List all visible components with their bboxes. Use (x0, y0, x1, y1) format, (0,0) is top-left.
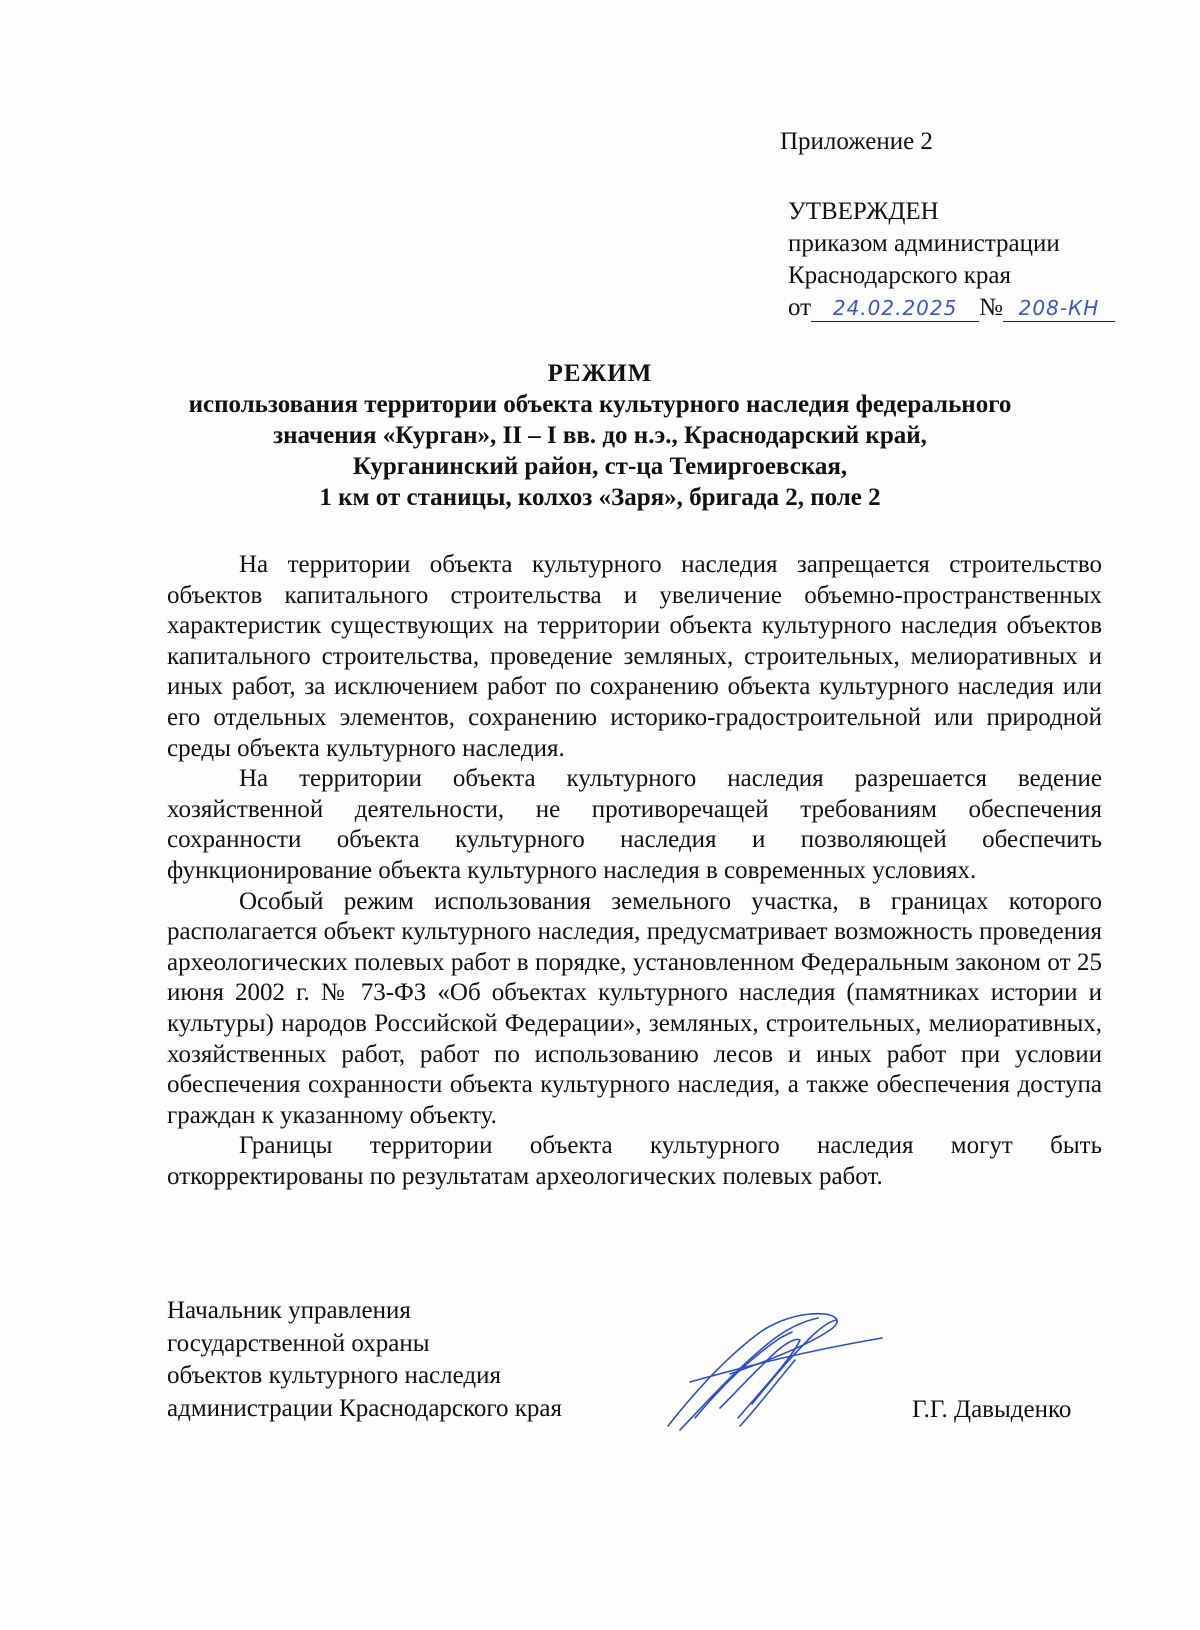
position-line: государственной охраны (167, 1329, 430, 1357)
document-body (167, 550, 1102, 1192)
approval-date-handwritten: 24.02.2025 (832, 296, 958, 320)
title-line: Курганинский район, ст-ца Темиргоевская, (352, 453, 848, 480)
approved-heading: УТВЕРЖДЕН (788, 198, 939, 225)
approval-number-field (1003, 295, 1115, 322)
appendix-label: Приложение 2 (780, 128, 933, 155)
signatory-name: Г.Г. Давыденко (912, 1396, 1072, 1423)
approved-region-line: Краснодарского края (788, 262, 1011, 289)
approval-date-number-line (788, 292, 1115, 324)
approval-number-handwritten: 208-КН (1018, 296, 1100, 320)
body-paragraph: На территории объекта культурного наследия запрещается строительство объектов капитального строительства и увеличение объемно-пространственных характеристик существующих на территории объекта культурного наследия объектов капитального строительства, проведение земляных, строительных, мелиоративных и иных работ, за исключением работ по сохранению объекта культурного наследия или его отдельных элементов, сохранению историко-градостроительной или природной среды объекта культурного наследия. (167, 551, 1102, 762)
document-title (150, 358, 1050, 513)
from-label: от (788, 294, 812, 321)
signatory-position (167, 1295, 562, 1425)
body-paragraph: Границы территории объекта культурного наследия могут быть откорректированы по результатам археологических полевых работ. (167, 1132, 1102, 1190)
position-line: администрации Краснодарского края (167, 1394, 563, 1422)
position-line: Начальник управления (167, 1297, 411, 1324)
title-line: 1 км от станицы, колхоз «Заря», бригада 2, поле 2 (319, 484, 881, 511)
approval-block (788, 196, 1115, 324)
approved-by-line: приказом администрации (788, 230, 1060, 257)
body-paragraph: Особый режим использования земельного участка, в границах которого располагается объект культурного наследия, предусматривает возможность проведения археологических полевых работ в порядке, установленном Федеральным законом от 25 июня 2002 г. № 73-ФЗ «Об объектах культурного наследия (памятниках истории и культуры) народов Российской Федерации», земляных, строительных, мелиоративных, хозяйственных работ, работ по использованию лесов и иных работ при условии обеспечения сохранности объекта культурного наследия, а также обеспечения доступа граждан к указанному объекту. (167, 887, 1102, 1129)
title-line: значения «Курган», II – I вв. до н.э., Краснодарский край, (273, 422, 927, 449)
approval-date-field (811, 295, 979, 322)
body-paragraph: На территории объекта культурного наследия разрешается ведение хозяйственной деятельности, не противоречащей требованиям обеспечения сохранности объекта культурного наследия и позволяющей обеспечить функционирование объекта культурного наследия в современных условиях. (167, 765, 1102, 884)
number-label: № (979, 294, 1003, 321)
handwritten-signature (660, 1308, 890, 1438)
title-main: РЕЖИМ (547, 360, 653, 387)
title-line: использования территории объекта культурного наследия федерального (188, 391, 1012, 418)
position-line: объектов культурного наследия (167, 1362, 501, 1389)
